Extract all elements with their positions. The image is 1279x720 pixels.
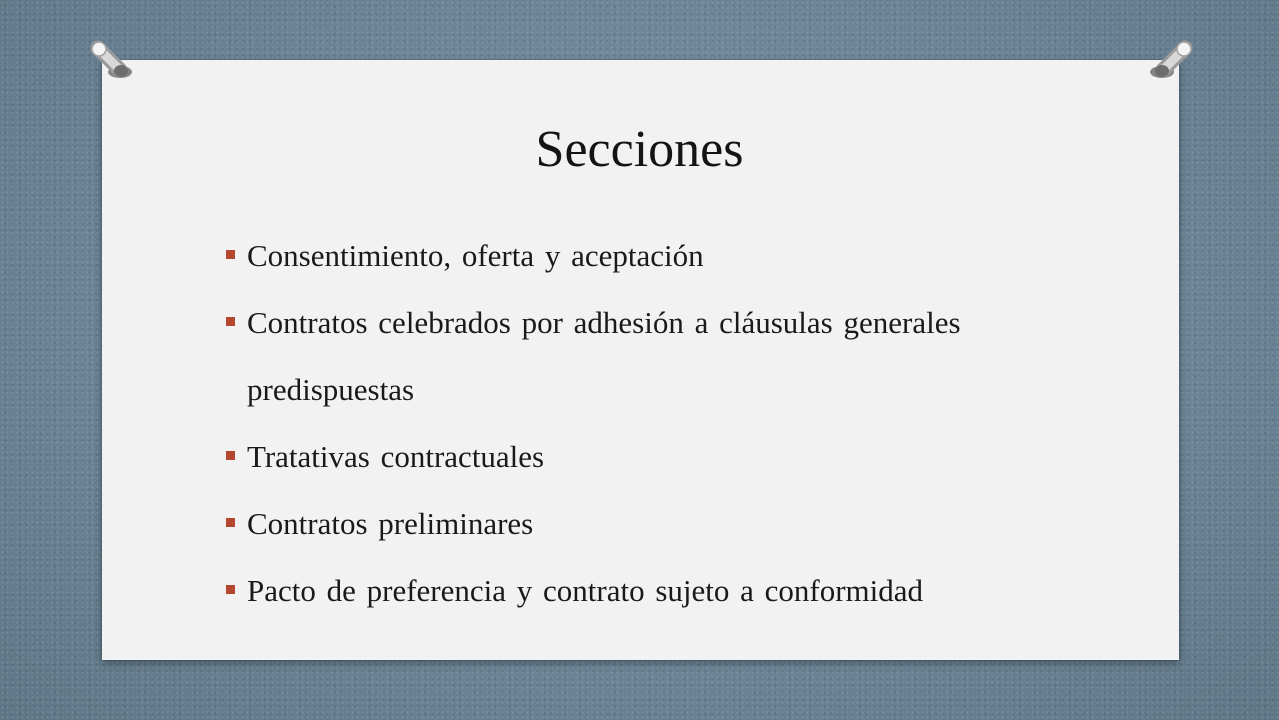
square-bullet-icon [226, 451, 235, 460]
bullet-item [226, 423, 1106, 490]
square-bullet-icon [226, 317, 235, 326]
slide-title: Secciones [535, 121, 744, 178]
square-bullet-icon [226, 585, 235, 594]
square-bullet-icon [226, 518, 235, 527]
bullet-item [226, 222, 1106, 289]
bullet-text: Contratos celebrados por adhesión a cláusulas generales predispuestas [247, 305, 961, 407]
pin-left-icon [90, 38, 140, 84]
square-bullet-icon [226, 250, 235, 259]
bullet-list [226, 222, 1106, 624]
pin-right-icon [1144, 38, 1194, 84]
bullet-text: Tratativas contractuales [247, 439, 545, 474]
bullet-text: Pacto de preferencia y contrato sujeto a conformidad [247, 573, 924, 608]
bullet-item [226, 557, 1106, 624]
bullet-text: Contratos preliminares [247, 506, 534, 541]
bullet-item [226, 490, 1106, 557]
bullet-text: Consentimiento, oferta y aceptación [247, 238, 704, 273]
bullet-item [226, 289, 1106, 423]
